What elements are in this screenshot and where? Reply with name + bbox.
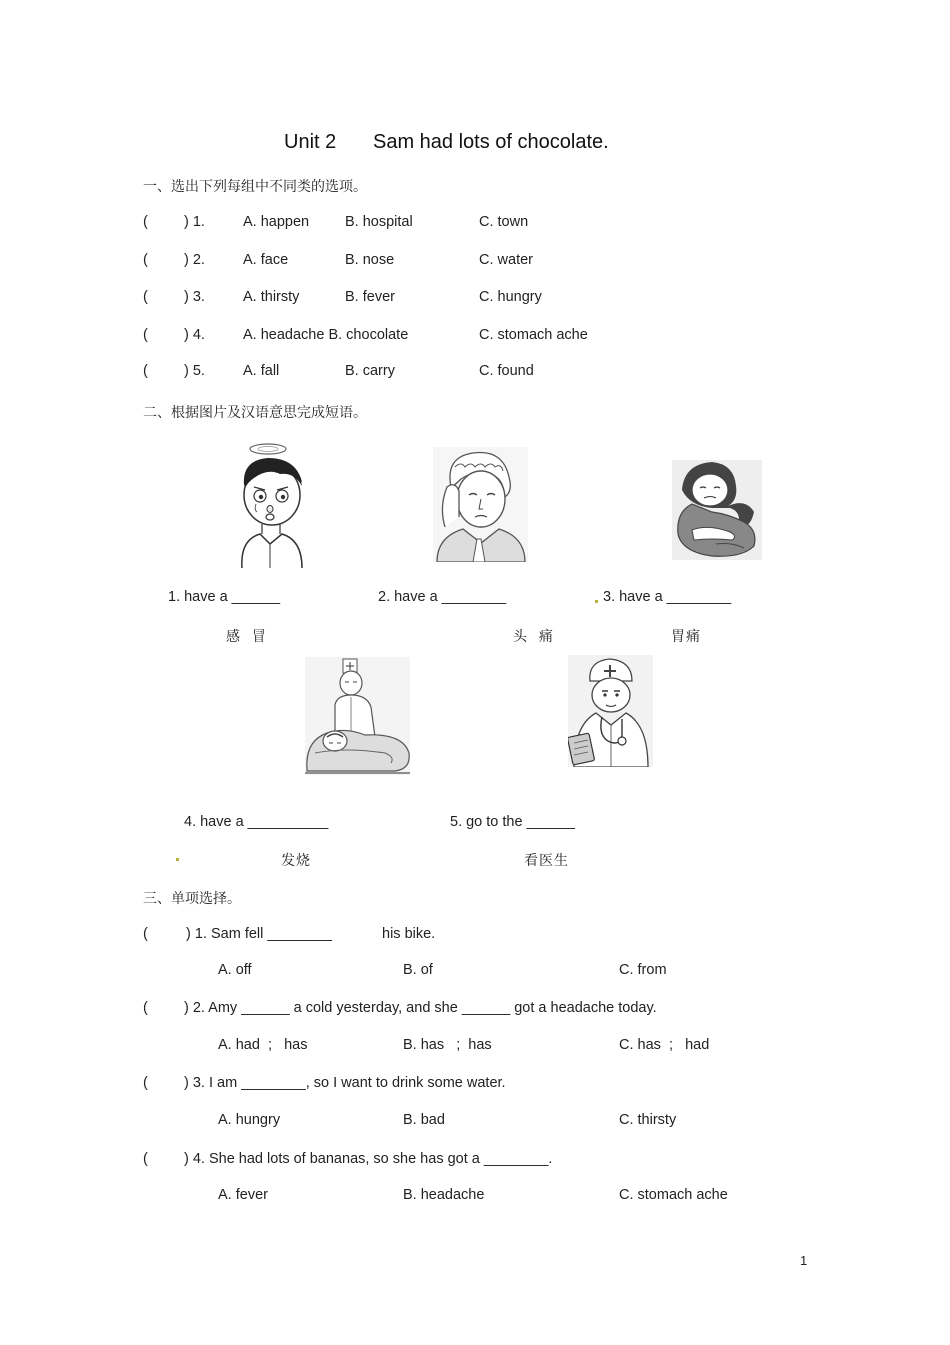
item-number: ) 2. xyxy=(184,252,205,268)
phrase-4-chinese: 发烧 xyxy=(281,853,311,869)
stomachache-girl-illustration xyxy=(672,460,762,560)
option-b[interactable]: B. of xyxy=(403,962,433,978)
option-a: A. fall xyxy=(243,363,280,379)
cold-boy-illustration xyxy=(232,440,312,570)
option-a: A. happen xyxy=(243,214,310,230)
fever-patient-illustration xyxy=(305,657,410,775)
headache-boy-illustration xyxy=(433,447,528,562)
phrase-5[interactable]: 5. go to the ______ xyxy=(450,814,575,830)
option-b: B. fever xyxy=(345,289,395,305)
option-a[interactable]: A. hungry xyxy=(218,1112,281,1128)
option-c: C. town xyxy=(479,214,529,230)
answer-paren[interactable]: ( xyxy=(143,926,148,942)
answer-paren[interactable]: ( xyxy=(143,327,148,343)
answer-paren[interactable]: ( xyxy=(143,1000,148,1016)
option-a[interactable]: A. off xyxy=(218,962,252,978)
answer-paren[interactable]: ( xyxy=(143,1075,148,1091)
section1-heading: 一、选出下列每组中不同类的选项。 xyxy=(143,179,367,195)
question-stem-end: his bike. xyxy=(382,926,436,942)
phrase-1[interactable]: 1. have a ______ xyxy=(168,589,281,605)
option-c: C. stomach ache xyxy=(479,327,588,343)
item-number: ) 4. xyxy=(184,327,205,343)
question-stem: ) 1. Sam fell ________ xyxy=(186,926,332,942)
option-b[interactable]: B. has ; has xyxy=(403,1037,492,1053)
answer-paren[interactable]: ( xyxy=(143,363,148,379)
option-a[interactable]: A. had ; has xyxy=(218,1037,308,1053)
item-number: ) 5. xyxy=(184,363,205,379)
option-c: C. found xyxy=(479,363,534,379)
section2-heading: 二、根据图片及汉语意思完成短语。 xyxy=(143,405,367,421)
option-b[interactable]: B. bad xyxy=(403,1112,445,1128)
answer-paren[interactable]: ( xyxy=(143,252,148,268)
option-c[interactable]: C. stomach ache xyxy=(619,1187,728,1203)
item-number: ) 1. xyxy=(184,214,205,230)
option-b: B. hospital xyxy=(345,214,413,230)
phrase-3-chinese: 胃痛 xyxy=(671,629,701,645)
option-a: A. thirsty xyxy=(243,289,300,305)
option-a: A. headache B. chocolate xyxy=(243,327,409,343)
speck-mark xyxy=(595,600,598,603)
title-unit: Unit 2 xyxy=(284,131,337,153)
answer-paren[interactable]: ( xyxy=(143,1151,148,1167)
answer-paren[interactable]: ( xyxy=(143,289,148,305)
option-a: A. face xyxy=(243,252,289,268)
phrase-1-chinese: 感 冒 xyxy=(226,629,267,645)
question-stem: ) 4. She had lots of bananas, so she has got a ________. xyxy=(184,1151,553,1167)
phrase-3[interactable]: 3. have a ________ xyxy=(603,589,732,605)
page-title: Sam had lots of chocolate. xyxy=(373,131,609,153)
option-b: B. carry xyxy=(345,363,395,379)
phrase-5-chinese: 看医生 xyxy=(524,853,569,869)
phrase-2[interactable]: 2. have a ________ xyxy=(378,589,507,605)
item-number: ) 3. xyxy=(184,289,205,305)
option-b: B. nose xyxy=(345,252,395,268)
phrase-2-chinese: 头 痛 xyxy=(513,629,554,645)
option-c[interactable]: C. has ; had xyxy=(619,1037,710,1053)
option-a[interactable]: A. fever xyxy=(218,1187,268,1203)
doctor-illustration xyxy=(568,655,653,767)
option-c: C. hungry xyxy=(479,289,542,305)
section3-heading: 三、单项选择。 xyxy=(143,891,241,907)
page-number: 1 xyxy=(800,1253,808,1268)
option-c[interactable]: C. from xyxy=(619,962,667,978)
option-b[interactable]: B. headache xyxy=(403,1187,485,1203)
phrase-4[interactable]: 4. have a __________ xyxy=(184,814,329,830)
question-stem: ) 3. I am ________, so I want to drink some water. xyxy=(184,1075,506,1091)
option-c[interactable]: C. thirsty xyxy=(619,1112,677,1128)
speck-mark xyxy=(176,858,179,861)
option-c: C. water xyxy=(479,252,533,268)
question-stem: ) 2. Amy ______ a cold yesterday, and she ______ got a headache today. xyxy=(184,1000,657,1016)
answer-paren[interactable]: ( xyxy=(143,214,148,230)
